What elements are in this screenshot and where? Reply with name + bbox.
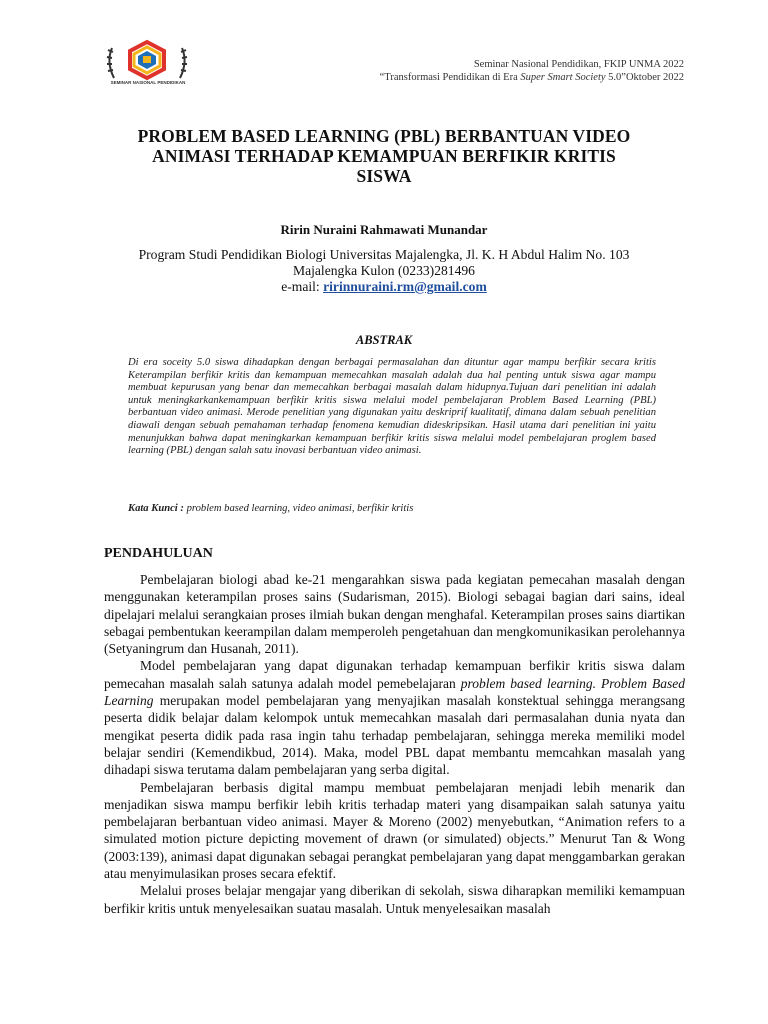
affiliation-line-1: Program Studi Pendidikan Biologi Universitas Majalengka, Jl. K. H Abdul Halim No. 103 — [138, 247, 630, 262]
laurel-left-icon — [107, 48, 114, 78]
paragraph-3: Pembelajaran berbasis digital mampu membuat pembelajaran menjadi lebih menarik dan menjadikan siswa mampu berfikir lebih kritis terhadap materi yang disampaikan salah satunya yaitu pembelajaran berbantuan video animasi. Mayer & Moreno (2002) menyebutkan, “Animation refers to a simulated motion picture depicting movement of drawn (or simulated) objects.” Menurut Tan & Wong (2003:139), animasi dapat digunakan sebagai perangkat pembelajaran yang dapat menggambarkan gerakan atau menyimulasikan proses secara efektif. — [104, 779, 685, 882]
conference-name: Seminar Nasional Pendidikan, FKIP UNMA 2022 — [473, 59, 684, 70]
paragraph-1: Pembelajaran biologi abad ke-21 mengarahkan siswa pada kegiatan pemecahan masalah dengan menggunakan keterampilan proses sains (Sudarisman, 2015). Biologi sebagai bagian dari sains, ideal dipelajari melalui serangkaian proses ilmiah bukan dengan menghafal. Keterampilan proses sains diartikan sebagai pembentukan keerampilan dalam memperoleh pengetahuan dan mengkomunikasikan perolehannya (Setyaningrum dan Husanah, 2011). — [104, 572, 685, 657]
email-line: e-mail: ririnnuraini.rm@gmail.com — [281, 279, 487, 294]
seminar-logo — [104, 38, 190, 90]
affiliation — [0, 247, 768, 295]
conference-theme: “Transformasi Pendidikan di Era Super Smart Society 5.0”Oktober 2022 — [379, 72, 684, 83]
section-body — [104, 571, 685, 917]
paragraph-2: Model pembelajaran yang dapat digunakan terhadap kemampuan berfikir kritis siswa dalam pemecahan masalah salah satunya adalah model pemebelajaran problem based learning. Problem Based Learning merupakan model pembelajaran yang menyajikan masalah konstektual sehingga merangsang peserta didik belajar dalam kelompok untuk memecahkan masalah dari permasalahan dunia nyata dan mengikat peserta didik pada rasa ingin tahu terhadap pembelajaran, sehingga mereka memiliki model belajar sendiri (Kemendikbud, 2014). Maka, model PBL dapat membantu memcahkan masalah yang dihadapi siswa terutama dalam pembelajaran yang serba digital. — [104, 658, 685, 778]
email-link[interactable]: ririnnuraini.rm@gmail.com — [323, 279, 487, 294]
laurel-right-icon — [180, 48, 187, 78]
logo-text: SEMINAR NASIONAL PENDIDIKAN — [110, 80, 186, 85]
abstract-heading: ABSTRAK — [355, 333, 413, 347]
author-name: Ririn Nuraini Rahmawati Munandar — [280, 222, 488, 237]
keywords: Kata Kunci : problem based learning, video animasi, berfikir kritis — [128, 503, 414, 514]
affiliation-line-2: Majalengka Kulon (0233)281496 — [293, 263, 475, 278]
section-heading: PENDAHULUAN — [104, 546, 213, 561]
paper-title: PROBLEM BASED LEARNING (PBL) BERBANTUAN VIDEO ANIMASI TERHADAP KEMAMPUAN BERFIKIR KRITIS SISWA — [137, 126, 631, 186]
conference-header — [380, 58, 684, 84]
paragraph-4: Melalui proses belajar mengajar yang diberikan di sekolah, siswa diharapkan memiliki kemampuan berfikir kritis untuk menyelesaikan suatau masalah. Untuk menyelesaikan masalah — [104, 883, 685, 916]
abstract-text: Di era soceity 5.0 siswa dihadapkan dengan berbagai permasalahan dan dituntur agar mampu berfikir secara kritis Keterampilan berfikir kritis dan kemampuan memecahkan masalah adalah dua hal penting untuk siswa agar mampu membuat kepurusan yang benar dan memecahkan berbagai masalah dalam hidupnya.Tujuan dari penelitian ini adalah untuk meningkarkankemampuan berfikir kritis siswa melalui model pembelajaran Problem Based Learning (PBL) berbantuan video animasi. Merode penelitian yang digunakan yaitu deskriprif kualitatif, dimana dalam sebuah penelitian diawali dengan sebuah pemahaman terhadap fenomena kemudian dideskripsikan. Hasil utama dari penelitian ini yaitu menunjukkan bahwa dapat meningkarkan kemampuan berfikir kritis siswa melalui model pembelajaran proglem based learning (PBL) dengan salah satu inovasi berbantuan video animasi. — [128, 357, 656, 457]
